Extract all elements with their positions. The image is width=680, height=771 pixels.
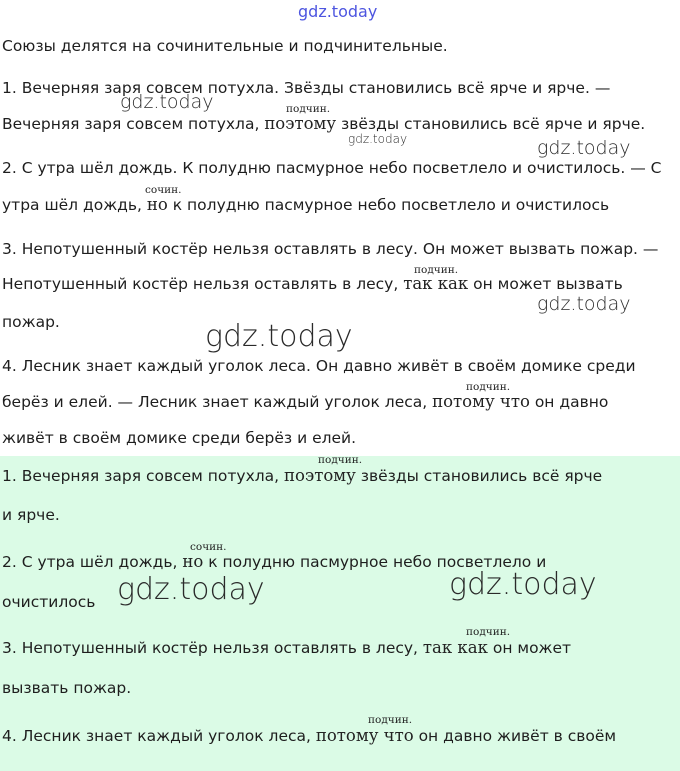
watermark: gdz.today — [449, 567, 597, 602]
conjunction: так как — [422, 638, 488, 657]
answer-3-line-1: 3. Непотушенный костёр нельзя оставлять в лесу, так как он может — [2, 638, 572, 657]
sentence-4-original: 4. Лесник знает каждый уголок леса. Он давно живёт в своём домике среди — [2, 357, 636, 375]
conjunction: но — [182, 552, 204, 571]
conjunction-note: сочин. — [145, 184, 182, 196]
conjunction-note: подчин. — [368, 714, 413, 726]
conjunction-note: подчин. — [286, 103, 331, 115]
conjunction: поэтому — [284, 466, 356, 485]
watermark: gdz.today — [537, 293, 631, 315]
watermark: gdz.today — [537, 137, 631, 159]
conjunction: потому что — [315, 726, 414, 745]
answer-3-line-2: вызвать пожар. — [2, 679, 132, 697]
sentence-4-continued: живёт в своём домике среди берёз и елей. — [2, 429, 357, 447]
conjunction: так как — [403, 274, 469, 293]
conjunction: поэтому — [264, 114, 337, 133]
watermark: gdz.today — [348, 132, 408, 146]
answer-1-line-1: 1. Вечерняя заря совсем потухла, поэтому звёзды становились всё ярче — [2, 466, 603, 485]
conjunction-note: подчин. — [466, 381, 511, 393]
conjunction: потому что — [432, 392, 530, 411]
sentence-3-continued: пожар. — [2, 313, 60, 331]
highlight-background — [0, 456, 680, 771]
sentence-3-original: 3. Непотушенный костёр нельзя оставлять в лесу. Он может вызвать пожар. — — [2, 240, 659, 258]
watermark: gdz.today — [120, 91, 214, 113]
answer-4-line-1: 4. Лесник знает каждый уголок леса, потому что он давно живёт в своём — [2, 726, 617, 745]
intro-text: Союзы делятся на сочинительные и подчинительные. — [2, 37, 448, 55]
answer-2-line-1: 2. С утра шёл дождь, но к полудню пасмурное небо посветлело и — [2, 552, 547, 571]
sentence-3-combined: Непотушенный костёр нельзя оставлять в лесу, так как он может вызвать — [2, 274, 623, 293]
sentence-2-combined: утра шёл дождь, но к полудню пасмурное небо посветлело и очистилось — [2, 195, 610, 214]
watermark: gdz.today — [117, 572, 265, 607]
answer-2-line-2: очистилось — [2, 593, 96, 611]
header-watermark: gdz.today — [298, 2, 378, 21]
sentence-1-original: 1. Вечерняя заря совсем потухла. Звёзды становились всё ярче и ярче. — — [2, 79, 611, 97]
answer-1-line-2: и ярче. — [2, 506, 60, 524]
sentence-1-combined: Вечерняя заря совсем потухла, поэтому звёзды становились всё ярче и ярче. — [2, 114, 646, 133]
sentence-2-original: 2. С утра шёл дождь. К полудню пасмурное небо посветлело и очистилось. — С — [2, 159, 662, 177]
watermark: gdz.today — [205, 319, 353, 354]
conjunction-note: сочин. — [190, 541, 227, 553]
sentence-4-combined: берёз и елей. — Лесник знает каждый уголок леса, потому что он давно — [2, 392, 609, 411]
conjunction-note: подчин. — [318, 454, 363, 466]
conjunction: но — [146, 195, 168, 214]
conjunction-note: подчин. — [414, 264, 459, 276]
conjunction-note: подчин. — [466, 626, 511, 638]
